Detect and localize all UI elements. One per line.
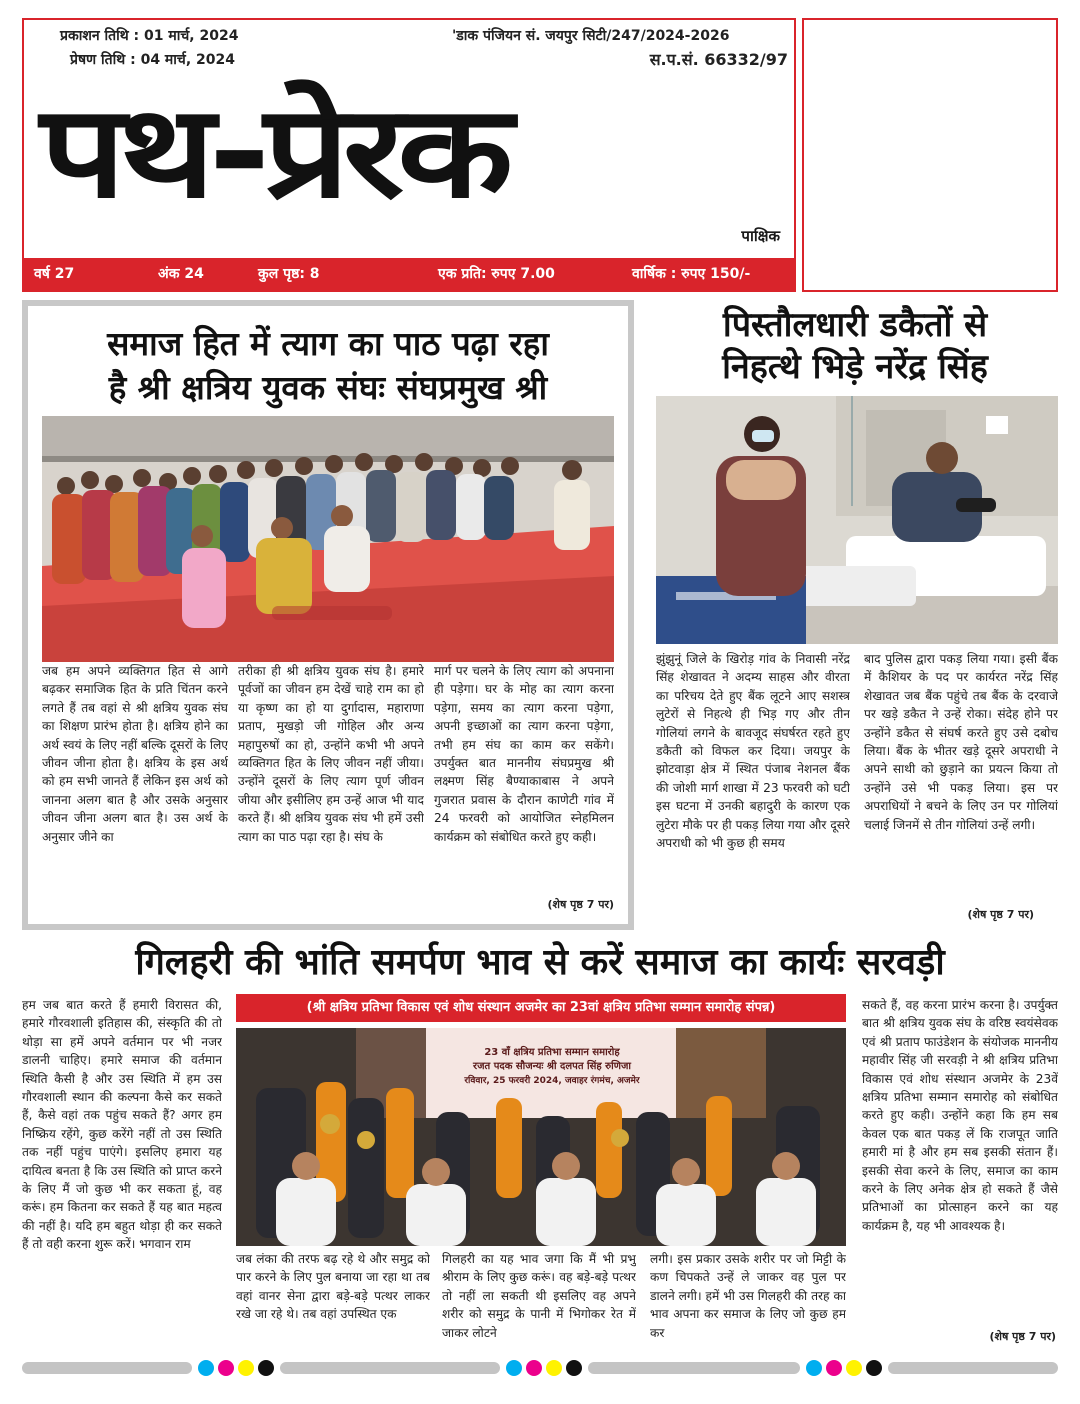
registration-bar-1 bbox=[22, 1362, 192, 1374]
registration-dot-cyan-3 bbox=[806, 1360, 822, 1376]
story3-column-b1: जब लंका की तरफ बढ़ रहे थे और समुद्र को पार करने के लिए पुल बनाया जा रहा था तब वहां वानर सेना द्वारा बड़े-बड़े पत्थर लाकर रखे जा रहे थे। तब वहां उपस्थित एक bbox=[236, 1252, 430, 1322]
annual-price-label: वार्षिक : रुपए 150/- bbox=[632, 266, 751, 282]
hospital-photo-illustration bbox=[656, 396, 1058, 644]
registration-dot-yellow bbox=[238, 1360, 254, 1376]
registration-dot-black-2 bbox=[566, 1360, 582, 1376]
address-box bbox=[802, 18, 1058, 292]
registration-dot-magenta-2 bbox=[526, 1360, 542, 1376]
story1-headline bbox=[28, 322, 628, 410]
issue-label: अंक 24 bbox=[158, 266, 204, 282]
story3-column-b2: गिलहरी का यह भाव जगा कि मैं भी प्रभु श्रीराम के लिए कुछ करूं। वह बड़े-बड़े पत्थर तो नहीं ला सकती थी इसलिए वह अपने शरीर को समुद्र के पानी में भिगोकर रेत में जाकर लोटने bbox=[442, 1252, 636, 1340]
registration-bar-3 bbox=[588, 1362, 800, 1374]
story1-headline-line1: समाज हित में त्याग का पाठ पढ़ा रहा bbox=[107, 324, 549, 363]
stage-backdrop-line2: रजत पदक सौजन्यः श्री दलपत सिंह रुणिजा bbox=[473, 1061, 631, 1072]
story1-column-1: जब हम अपने व्यक्तिगत हित से आगे बढ़कर समाजिक हित के प्रति चिंतन करने लगते हैं तब वहां से श्री क्षत्रिय युवक संघ का शिक्षण प्रारंभ होता है। क्षत्रिय होने का अर्थ स्वयं के लिए नहीं बल्कि दूसरों के लिए जीवन जीना होता है। क्षत्रिय के इस अर्थ को हम सभी जानते हैं लेकिन इस अर्थ को जानना अलग बात है और उसके अनुसार जीवन जीना अलग बात है। उस अर्थ के अनुसार जीने का bbox=[42, 664, 228, 844]
story3-continued: (शेष पृष्ठ 7 पर) bbox=[989, 1330, 1056, 1343]
dispatch-date: प्रेषण तिथि : 04 मार्च, 2024 bbox=[70, 52, 235, 68]
story3-column-right: सकते हैं, वह करना प्रारंभ करना है। उपर्युक्त बात श्री क्षत्रिय युवक संघ के वरिष्ठ स्वयंसेवक एवं श्री प्रताप फाउंडेशन के संयोजक माननीय महावीर सिंह जी सरवड़ी ने श्री क्षत्रिय प्रतिभा विकास एवं शोध संस्थान अजमेर के 23वें क्षत्रिय प्रतिभा सम्मान समारोह को संबोधित करते हुए कही। उन्होंने कहा कि हम सब केवल एक बात पकड़ लें कि राजपूत जाति हमारी मां है और हम सब इसकी संतान हैं। इसकी सेवा करने के लिए, समाज का काम करने के लिए अनेक क्षेत्र हो सकते हैं जैसे प्रतिभाओं का प्रोत्साहन करने का यह कार्यक्रम है, यह भी आवश्यक है। bbox=[862, 998, 1058, 1233]
price-label: एक प्रति: रुपए 7.00 bbox=[438, 266, 555, 282]
story1-column-2: तरीका ही श्री क्षत्रिय युवक संघ है। हमारे पूर्वजों का जीवन हम देखें चाहे राम का हो या कृष्ण का हो या दुर्गादास, महाराणा प्रताप, मुखड़ो जी गोहिल और अन्य महापुरुषों का हो, उन्होंने कभी भी अपने व्यक्तिगत हित के लिए जीवन नहीं जीया। उन्होंने दूसरों के लिए त्याग पूर्ण जीवन जीया और इसीलिए हम उन्हें आज भी याद करते हैं। श्री क्षत्रिय युवक संघ भी हमें उसी त्याग का पाठ पढ़ा रहा है। संघ के bbox=[238, 664, 424, 844]
story1-column-3: मार्ग पर चलने के लिए त्याग को अपनाना ही पड़ेगा। घर के मोह का त्याग करना पड़ेगा, समय का त्याग करना पड़ेगा, अपनी इच्छाओं का त्याग करना पड़ेगा, तभी हम संघ का काम कर सकेंगे। उपर्युक्त बात माननीय संघप्रमुख श्री लक्ष्मण सिंह बैण्याकाबास ने अपने गुजरात प्रवास के दौरान काणेटी गांव में 24 फरवरी को आयोजित स्नेहमिलन कार्यक्रम को संबोधित करते हुए कही। bbox=[434, 664, 614, 844]
masthead bbox=[22, 18, 796, 292]
registration-dot-magenta-3 bbox=[826, 1360, 842, 1376]
story2-headline bbox=[652, 304, 1058, 388]
pages-label: कुल पृष्ठ: 8 bbox=[258, 266, 320, 282]
stage-backdrop-text bbox=[432, 1046, 672, 1088]
story3-event-banner: (श्री क्षत्रिय प्रतिभा विकास एवं शोध संस्थान अजमेर का 23वां क्षत्रिय प्रतिभा सम्मान समारोह संपन्न) bbox=[236, 994, 846, 1022]
stage-backdrop-line1: 23 वाँ क्षत्रिय प्रतिभा सम्मान समारोह bbox=[484, 1047, 620, 1058]
frequency-label: पाक्षिक bbox=[741, 227, 780, 245]
registration-dot-magenta bbox=[218, 1360, 234, 1376]
story1-photo-gathering bbox=[42, 416, 614, 662]
registration-bar-4 bbox=[888, 1362, 1058, 1374]
registration-number: स.प.सं. 66332/97 bbox=[649, 50, 788, 69]
story-sangh-frame bbox=[22, 300, 634, 930]
stage-backdrop-line3: रविवार, 25 फरवरी 2024, जवाहर रंगमंच, अजमेर bbox=[464, 1076, 640, 1086]
issue-info-bar bbox=[24, 258, 794, 290]
newspaper-title: पथ-प्रेरक bbox=[40, 78, 507, 227]
story1-headline-line2: है श्री क्षत्रिय युवक संघः संघप्रमुख श्री bbox=[108, 368, 548, 407]
story3-column-left: हम जब बात करते हैं हमारी विरासत की, हमारे गौरवशाली इतिहास की, संस्कृति की तो थोड़ा सा हमें अपने वर्तमान पर भी नजर डालनी चाहिए। हमारे समाज की वर्तमान स्थिति कैसी है और उस स्थिति में हम उस गौरवशाली स्थान की कल्पना कैसे कर सकते हैं, कैसे वहां तक पहुंच सकते हैं? अगर हम निष्क्रिय रहेंगे, कुछ करेंगे नहीं तो उस स्थिति तक नहीं पहुंच पाएंगे। इसलिए हमारा यह दायित्व बनता है कि उस स्थिति को प्राप्त करने के लिए मैं जो कुछ भी कर सकता हूं, वह करूं। हम कितना कर सकते हैं यह बात महत्व की नहीं है। यदि हम बहुत थोड़ा ही कर सकते हैं तो वही करना शुरू करें। भगवान राम bbox=[22, 998, 222, 1252]
gathering-photo-illustration bbox=[42, 416, 614, 662]
story2-column-1: झुंझुनूं जिले के खिरोड़ गांव के निवासी नरेंद्र सिंह शेखावत ने अदम्य साहस और वीरता का परिचय देते हुए बैंक लूटने आए सशस्त्र लुटेरों से निहत्थे ही भिड़ गए और तीन गोलियां लगने के बावजूद संघर्षरत रहते हुए डकैती को विफल कर दिया। जयपुर के झोटवाड़ा क्षेत्र में स्थित पंजाब नेशनल बैंक की जोशी मार्ग शाखा में 23 फरवरी को घटी इस घटना में उनकी बहादुरी के कारण एक लुटेरा मौके पर ही पकड़ लिया गया और दूसरे अपराधी को भी कुछ ही समय bbox=[656, 652, 850, 851]
year-label: वर्ष 27 bbox=[34, 266, 75, 282]
story3-column-b3: लगी। इस प्रकार उसके शरीर पर जो मिट्टी के कण चिपकते उन्हें ले जाकर वह पुल पर डालने लगी। हमें भी उस गिलहरी की तरह का भाव अपना कर समाज के लिए जो कुछ हम कर bbox=[650, 1252, 846, 1340]
registration-dot-yellow-3 bbox=[846, 1360, 862, 1376]
story2-headline-line1: पिस्तौलधारी डकैतों से bbox=[722, 305, 988, 345]
registration-dot-cyan-2 bbox=[506, 1360, 522, 1376]
registration-dot-black-3 bbox=[866, 1360, 882, 1376]
story1-continued: (शेष पृष्ठ 7 पर) bbox=[547, 898, 614, 911]
story3-photo-ceremony bbox=[236, 1028, 846, 1246]
registration-dot-black bbox=[258, 1360, 274, 1376]
story2-column-2: बाद पुलिस द्वारा पकड़ लिया गया। इसी बैंक में कैशियर के पद पर कार्यरत नरेंद्र सिंह शेखावत जब बैंक पहुंचे तब बैंक के दरवाजे पर खड़े डकैत ने उन्हें रोका। संदेह होने पर उन्होंने डकैत से संघर्ष करते हुए उसे दबोच लिया। बैंक के भीतर खड़े दूसरे अपराधी ने अपने साथी को छुड़ाने का प्रयत्न किया तो उन्होंने उसे भी पकड़ लिया। इस पर अपराधियों ने बचने के लिए उन पर गोलियां चलाई जिनमें से तीन गोलियां उन्हें लगी। bbox=[864, 652, 1058, 832]
story2-headline-line2: निहत्थे भिड़े नरेंद्र सिंह bbox=[722, 347, 988, 387]
story2-continued: (शेष पृष्ठ 7 पर) bbox=[967, 908, 1034, 921]
publish-date: प्रकाशन तिथि : 01 मार्च, 2024 bbox=[60, 28, 239, 44]
postal-registration: 'डाक पंजियन सं. जयपुर सिटी/247/2024-2026 bbox=[452, 28, 730, 44]
story3-headline: गिलहरी की भांति समर्पण भाव से करें समाज का कार्यः सरवड़ी bbox=[135, 942, 945, 983]
story2-photo-hospital bbox=[656, 396, 1058, 644]
registration-dot-cyan bbox=[198, 1360, 214, 1376]
registration-bar-2 bbox=[280, 1362, 500, 1374]
registration-dot-yellow-2 bbox=[546, 1360, 562, 1376]
